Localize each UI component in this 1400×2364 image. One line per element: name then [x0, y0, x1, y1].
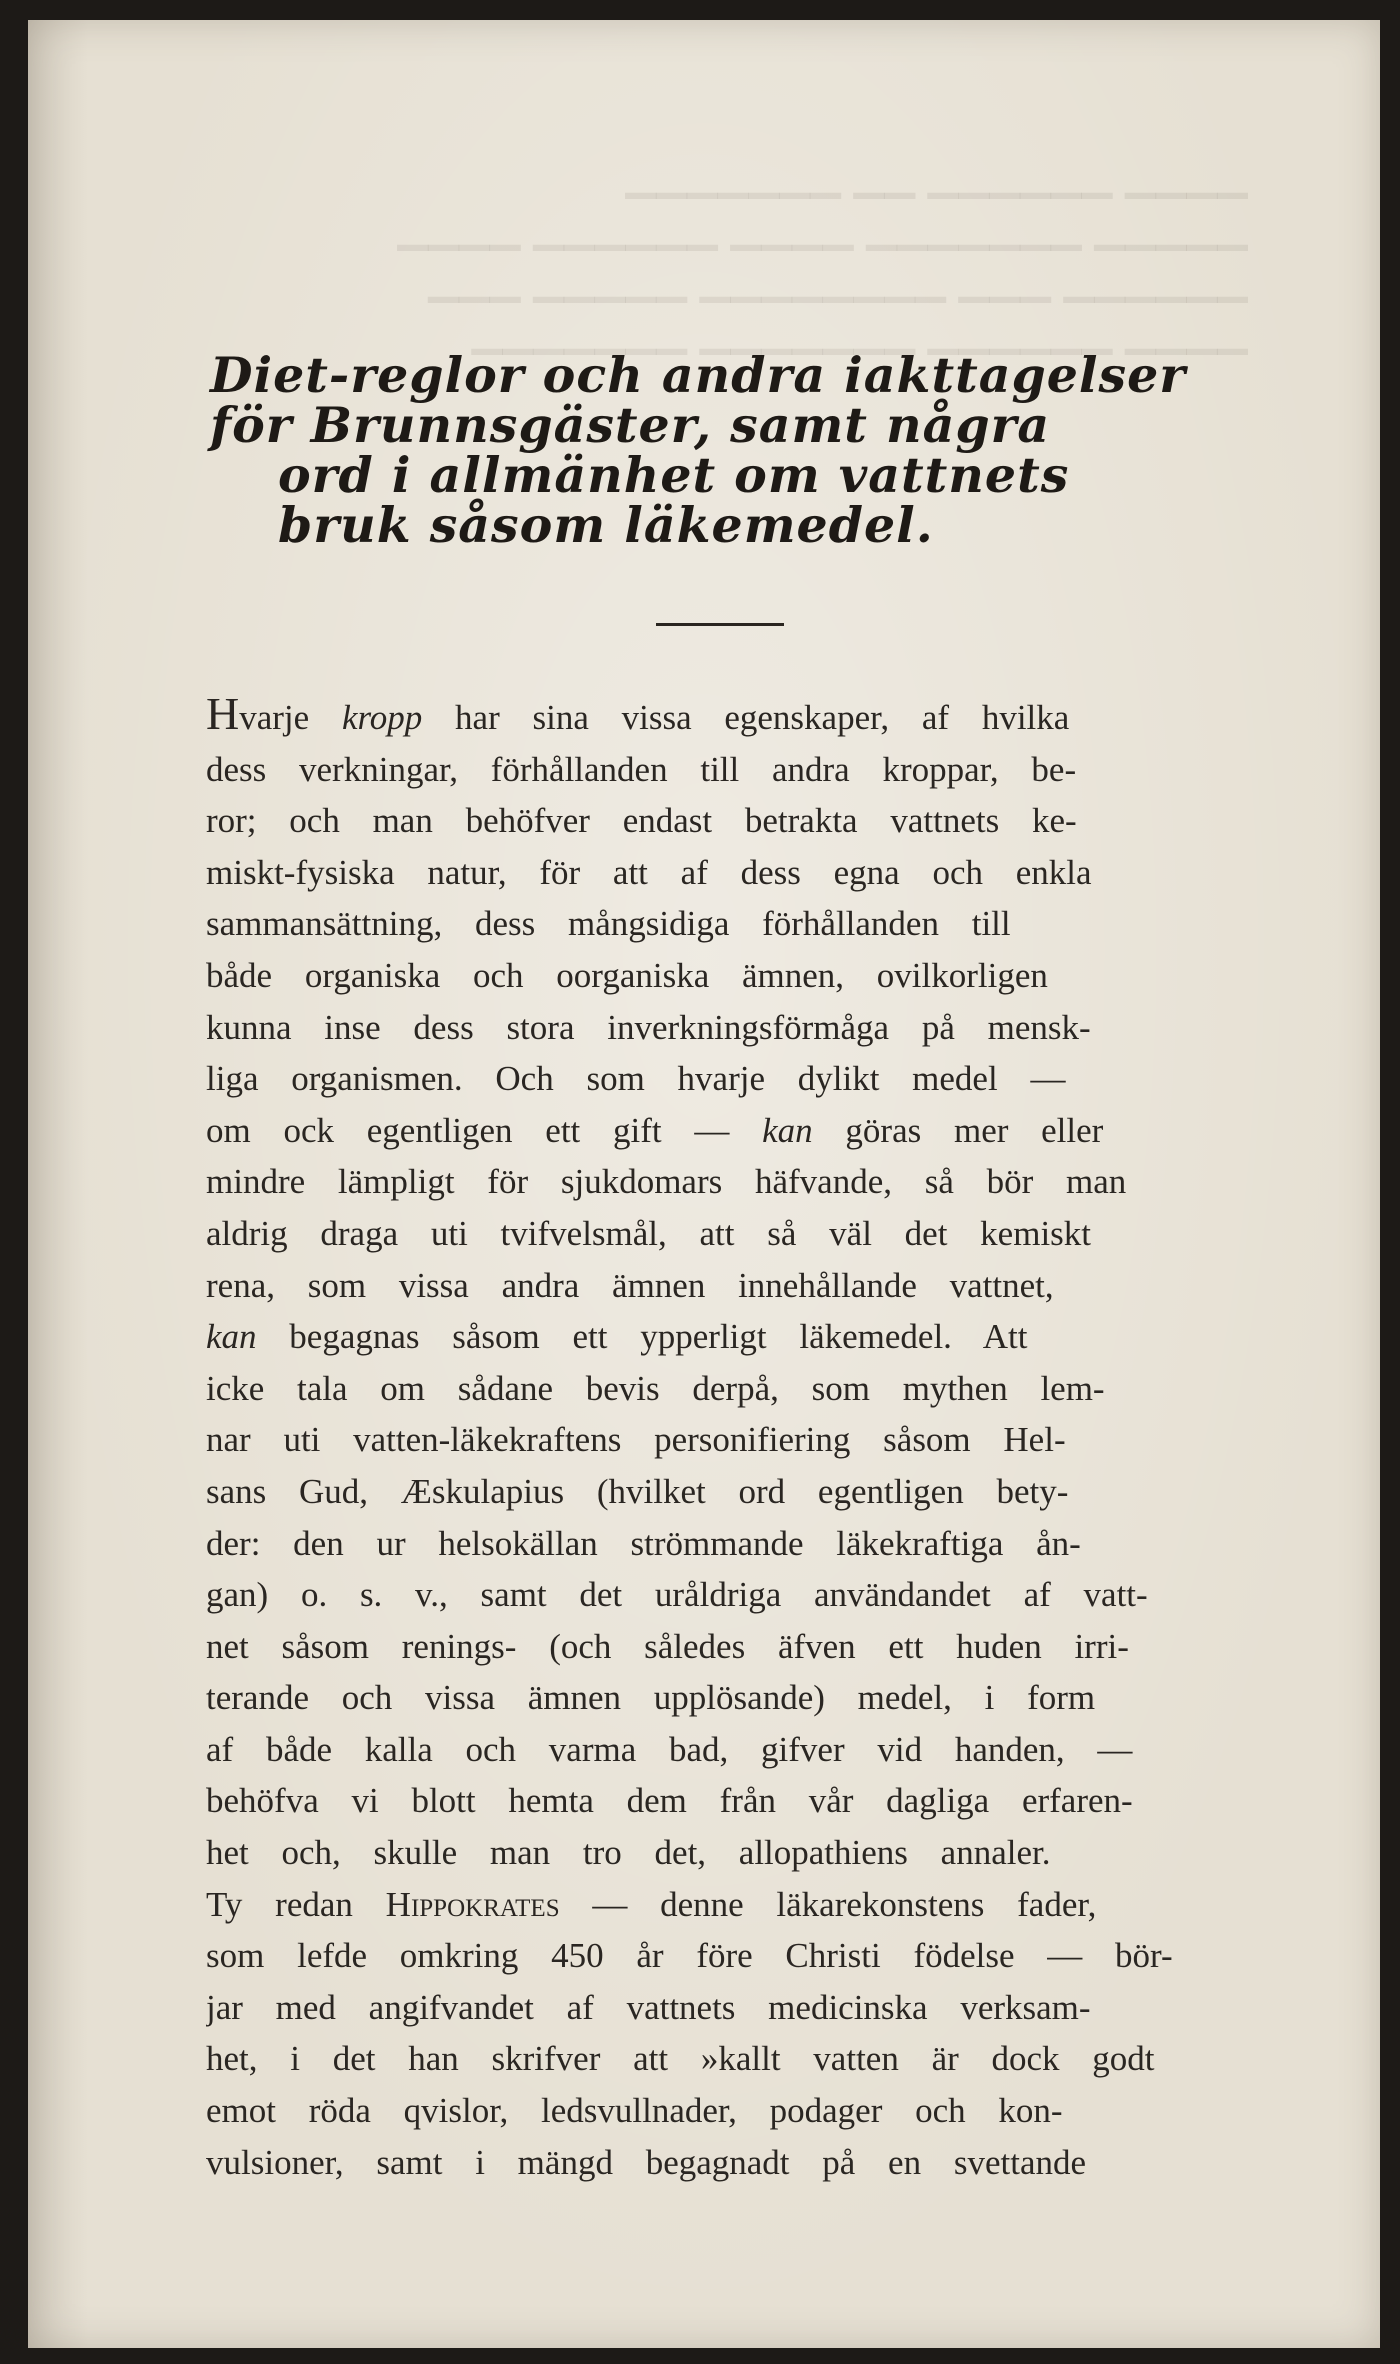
text-line: icke tala om sådane bevis derpå, som mythen lem-: [206, 1368, 1105, 1408]
text-line: behöfva vi blott hemta dem från vår dagliga erfaren-: [206, 1781, 1133, 1821]
bleed-through-shadow: ▁▁▁▁ ▁▁▁▁▁▁ ▁▁ ▁▁▁▁▁▁▁ ▁▁▁▁▁ ▁▁▁▁▁▁▁ ▁▁▁▁ ▁▁▁▁▁▁ ▁▁▁▁ ▁▁▁▁▁▁ ▁▁▁ ▁▁▁▁▁▁▁▁ ▁▁▁▁▁ ▁▁▁ ▁▁▁▁ ▁▁▁▁▁▁ ▁▁▁▁▁▁▁ ▁▁▁▁▁▁▁: [397, 153, 1248, 355]
emphasis: kropp: [341, 698, 423, 737]
emphasis: kan: [206, 1317, 257, 1357]
text-line: om ock egentligen ett gift — kan göras mer eller: [206, 1110, 1104, 1150]
text-line: gan) o. s. v., samt det uråldriga användandet af vatt-: [206, 1575, 1148, 1615]
heading-line: för Brunnsgäster, samt några: [210, 396, 1051, 454]
text-line: dess verkningar, förhållanden till andra kroppar, be-: [206, 749, 1077, 789]
divider-rule: [656, 623, 784, 626]
text-line: mindre lämpligt för sjukdomars häfvande, så bör man: [206, 1162, 1127, 1202]
text-line: der: den ur helsokällan strömmande läkekraftiga ån-: [206, 1523, 1081, 1563]
text-line: nar uti vatten-läkekraftens personifiering såsom Hel-: [206, 1420, 1066, 1460]
heading-line: bruk såsom läkemedel.: [278, 496, 934, 554]
text-line: sans Gud, Æskulapius (hvilket ord egentligen bety-: [206, 1471, 1069, 1511]
text-line: vulsioner, samt i mängd begagnadt på en svettande: [206, 2142, 1087, 2182]
text-line: net såsom renings- (och således äfven ett huden irri-: [206, 1626, 1129, 1666]
heading-line: Diet-reglor och andra iakttagelser: [210, 346, 1187, 404]
text-line: Ty redan Hippokrates — denne läkarekonstens fader,: [206, 1884, 1097, 1924]
emphasis: kan: [762, 1110, 813, 1150]
section-heading: [210, 346, 1250, 554]
body-paragraph: [206, 688, 1246, 2188]
initial-letter: H: [206, 688, 240, 739]
text-line: liga organismen. Och som hvarje dylikt medel —: [206, 1059, 1066, 1099]
book-page: [28, 20, 1380, 2348]
text-line: emot röda qvislor, ledsvullnader, podager och kon-: [206, 2091, 1063, 2131]
text-line: som lefde omkring 450 år före Christi födelse — bör-: [206, 1936, 1173, 1976]
text-line: sammansättning, dess mångsidiga förhållanden till: [206, 904, 1011, 944]
text-line: Hvarje kropp har sina vissa egenskaper, af hvilka: [206, 688, 1070, 739]
text-line: ror; och man behöfver endast betrakta vattnets ke-: [206, 801, 1077, 841]
text-line: kan begagnas såsom ett ypperligt läkemedel. Att: [206, 1317, 1028, 1357]
text-line: terande och vissa ämnen upplösande) medel, i form: [206, 1678, 1096, 1718]
heading-line: ord i allmänhet om vattnets: [278, 446, 1070, 504]
text-line: het, i det han skrifver att »kallt vatten är dock godt: [206, 2039, 1155, 2079]
text-line: het och, skulle man tro det, allopathiens annaler.: [206, 1833, 1051, 1873]
text-line: både organiska och oorganiska ämnen, ovilkorligen: [206, 955, 1048, 995]
text-line: miskt-fysiska natur, för att af dess egna och enkla: [206, 852, 1092, 892]
text-line: aldrig draga uti tvifvelsmål, att så väl det kemiskt: [206, 1213, 1092, 1253]
text-line: rena, som vissa andra ämnen innehållande vattnet,: [206, 1265, 1054, 1305]
text-line: kunna inse dess stora inverkningsförmåga på mensk-: [206, 1007, 1091, 1047]
author-name: Hippokrates: [385, 1884, 560, 1924]
text-line: jar med angifvandet af vattnets medicinska verksam-: [206, 1987, 1091, 2027]
text-line: af både kalla och varma bad, gifver vid handen, —: [206, 1729, 1133, 1769]
